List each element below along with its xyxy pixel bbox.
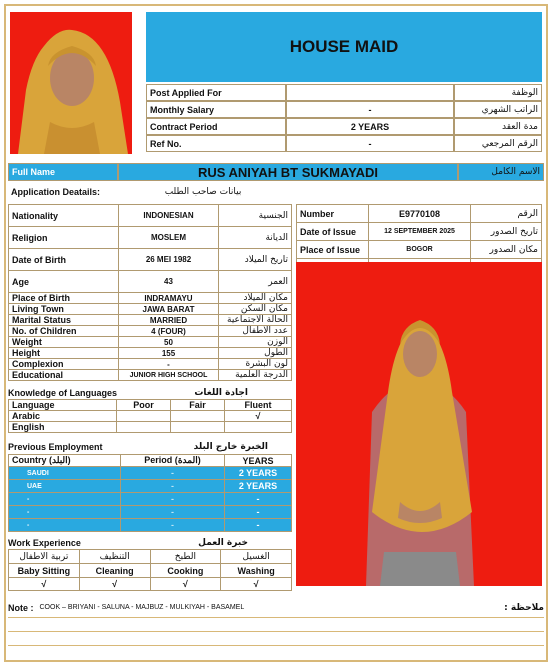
full-body-photo bbox=[296, 262, 542, 586]
emp-years: 2 YEARS bbox=[225, 480, 292, 493]
note-label: Note : bbox=[8, 602, 34, 613]
application-label-ar: بيانات صاحب الطلب bbox=[164, 186, 242, 197]
full-name-row bbox=[8, 163, 544, 181]
personal-value: 43 bbox=[119, 271, 219, 293]
personal-label: Complexion bbox=[9, 359, 119, 370]
personal-row bbox=[9, 348, 292, 359]
work-title-row bbox=[8, 537, 292, 549]
personal-row bbox=[9, 304, 292, 315]
personal-label: Educational bbox=[9, 370, 119, 381]
personal-value: 4 (FOUR) bbox=[119, 326, 219, 337]
header-table bbox=[146, 84, 542, 152]
lang-english-fluent bbox=[225, 422, 292, 433]
application-label: Application Deatails: bbox=[11, 186, 101, 197]
post-value bbox=[286, 84, 454, 101]
work-item-label: Washing bbox=[221, 564, 292, 578]
personal-label: Marital Status bbox=[9, 315, 119, 326]
personal-label-ar: عدد الأطفال bbox=[219, 326, 292, 337]
personal-value: - bbox=[119, 359, 219, 370]
employment-row bbox=[9, 493, 292, 506]
work-table bbox=[8, 549, 292, 591]
passport-label: Date of Issue bbox=[297, 223, 369, 241]
emp-header-country: Country (البلد) bbox=[9, 455, 121, 467]
emp-period: - bbox=[121, 519, 225, 532]
work-title-ar: خبرة العمل bbox=[198, 538, 248, 548]
personal-value: MARRIED bbox=[119, 315, 219, 326]
lang-header-fair: Fair bbox=[171, 400, 225, 411]
passport-row bbox=[297, 205, 542, 223]
personal-value: 26 MEI 1982 bbox=[119, 249, 219, 271]
personal-label-ar: الدرجة العلمية bbox=[219, 370, 292, 381]
work-title: Work Experience bbox=[8, 538, 81, 548]
emp-header-period: Period (المدة) bbox=[121, 455, 225, 467]
emp-period: - bbox=[121, 467, 225, 480]
personal-value: 155 bbox=[119, 348, 219, 359]
employment-row bbox=[9, 506, 292, 519]
personal-row bbox=[9, 227, 292, 249]
employment-title: Previous Employment bbox=[8, 441, 103, 452]
passport-value: 12 SEPTEMBER 2025 bbox=[369, 223, 471, 241]
emp-years: - bbox=[225, 519, 292, 532]
personal-table bbox=[8, 204, 292, 381]
personal-label: Weight bbox=[9, 337, 119, 348]
work-item-label: Baby Sitting bbox=[9, 564, 80, 578]
personal-label-ar: لون البشرة bbox=[219, 359, 292, 370]
work-item-check: √ bbox=[221, 578, 292, 591]
employment-title-ar: الخبرة خارج البلد bbox=[193, 441, 268, 452]
personal-label: Height bbox=[9, 348, 119, 359]
personal-row bbox=[9, 249, 292, 271]
personal-label: Nationality bbox=[9, 205, 119, 227]
ref-label: Ref No. bbox=[146, 135, 286, 152]
languages-title: Knowledge of Languages bbox=[8, 387, 118, 398]
emp-country: UAE bbox=[9, 480, 121, 493]
personal-label-ar: تاريخ الميلاد bbox=[219, 249, 292, 271]
note-line bbox=[8, 632, 544, 646]
lang-arabic-fair bbox=[171, 411, 225, 422]
personal-label-ar: الطول bbox=[219, 348, 292, 359]
lang-header-poor: Poor bbox=[117, 400, 171, 411]
emp-header-years: YEARS bbox=[225, 455, 292, 467]
personal-row bbox=[9, 271, 292, 293]
emp-country: - bbox=[9, 506, 121, 519]
passport-label: Number bbox=[297, 205, 369, 223]
personal-label: Date of Birth bbox=[9, 249, 119, 271]
work-item-check: √ bbox=[79, 578, 150, 591]
emp-period: - bbox=[121, 506, 225, 519]
personal-label: Age bbox=[9, 271, 119, 293]
note-label-ar: ملاحظة : bbox=[504, 602, 544, 613]
employment-row bbox=[9, 480, 292, 493]
ref-value: - bbox=[286, 135, 454, 152]
lang-row-arabic: Arabic bbox=[9, 411, 117, 422]
personal-label: No. of Children bbox=[9, 326, 119, 337]
note-line bbox=[8, 618, 544, 632]
emp-country: - bbox=[9, 493, 121, 506]
portrait-photo-small bbox=[10, 12, 132, 154]
emp-years: - bbox=[225, 493, 292, 506]
work-item-ar: التنظيف bbox=[79, 550, 150, 564]
work-item-ar: تربية الاطفال bbox=[9, 550, 80, 564]
title-banner bbox=[146, 12, 542, 82]
personal-label-ar: الحالة الاجتماعية bbox=[219, 315, 292, 326]
lang-row-english: English bbox=[9, 422, 117, 433]
employment-table bbox=[8, 454, 292, 532]
passport-label-ar: الرقم bbox=[471, 205, 542, 223]
salary-label: Monthly Salary bbox=[146, 101, 286, 118]
post-label: Post Applied For bbox=[146, 84, 286, 101]
lang-header-language: Language bbox=[9, 400, 117, 411]
emp-period: - bbox=[121, 493, 225, 506]
work-item-check: √ bbox=[9, 578, 80, 591]
passport-row bbox=[297, 241, 542, 259]
passport-label-ar: مكان الصدور bbox=[471, 241, 542, 259]
passport-label: Place of Issue bbox=[297, 241, 369, 259]
personal-value: INDONESIAN bbox=[119, 205, 219, 227]
lang-arabic-fluent: √ bbox=[225, 411, 292, 422]
work-item-ar: الغسيل bbox=[221, 550, 292, 564]
personal-label-ar: الجنسية bbox=[219, 205, 292, 227]
personal-value: MOSLEM bbox=[119, 227, 219, 249]
personal-label-ar: العمر bbox=[219, 271, 292, 293]
languages-title-ar: اجادة اللغات bbox=[194, 387, 248, 398]
emp-country: - bbox=[9, 519, 121, 532]
note-value: COOK – BRIYANI - SALUNA - MAJBUZ - MULKIYAH - BASAMEL bbox=[39, 604, 245, 611]
page-title: HOUSE MAID bbox=[289, 37, 399, 56]
salary-label-ar: الراتب الشهري bbox=[454, 101, 542, 118]
personal-label-ar: الديانة bbox=[219, 227, 292, 249]
emp-country: SAUDI bbox=[9, 467, 121, 480]
personal-row bbox=[9, 326, 292, 337]
full-name-label: Full Name bbox=[8, 163, 118, 181]
personal-row bbox=[9, 359, 292, 370]
languages-title-row bbox=[8, 386, 292, 399]
note-area bbox=[8, 598, 544, 658]
personal-label: Religion bbox=[9, 227, 119, 249]
personal-label-ar: مكان السكن bbox=[219, 304, 292, 315]
work-item-check: √ bbox=[150, 578, 221, 591]
emp-years: 2 YEARS bbox=[225, 467, 292, 480]
employment-title-row bbox=[8, 440, 292, 453]
languages-table bbox=[8, 399, 292, 433]
application-row bbox=[8, 183, 292, 200]
lang-arabic-poor bbox=[117, 411, 171, 422]
contract-label: Contract Period bbox=[146, 118, 286, 135]
personal-value: 50 bbox=[119, 337, 219, 348]
post-label-ar: الوظفة bbox=[454, 84, 542, 101]
employment-row bbox=[9, 519, 292, 532]
personal-value: JUNIOR HIGH SCHOOL bbox=[119, 370, 219, 381]
lang-english-poor bbox=[117, 422, 171, 433]
emp-period: - bbox=[121, 480, 225, 493]
passport-row bbox=[297, 223, 542, 241]
employment-row bbox=[9, 467, 292, 480]
passport-value: BOGOR bbox=[369, 241, 471, 259]
work-item-label: Cooking bbox=[150, 564, 221, 578]
personal-value: INDRAMAYU bbox=[119, 293, 219, 304]
full-name-value: RUS ANIYAH BT SUKMAYADI bbox=[118, 163, 458, 181]
lang-header-fluent: Fluent bbox=[225, 400, 292, 411]
contract-value: 2 YEARS bbox=[286, 118, 454, 135]
contract-label-ar: مدة العقد bbox=[454, 118, 542, 135]
salary-value: - bbox=[286, 101, 454, 118]
full-name-label-ar: الاسم الكامل bbox=[458, 163, 544, 181]
personal-row bbox=[9, 337, 292, 348]
personal-row bbox=[9, 315, 292, 326]
personal-row bbox=[9, 293, 292, 304]
ref-label-ar: الرقم المرجعي bbox=[454, 135, 542, 152]
work-item-label: Cleaning bbox=[79, 564, 150, 578]
personal-label: Place of Birth bbox=[9, 293, 119, 304]
personal-label-ar: مكان الميلاد bbox=[219, 293, 292, 304]
passport-value: E9770108 bbox=[369, 205, 471, 223]
emp-years: - bbox=[225, 506, 292, 519]
personal-label-ar: الوزن bbox=[219, 337, 292, 348]
personal-row bbox=[9, 205, 292, 227]
lang-english-fair bbox=[171, 422, 225, 433]
personal-row bbox=[9, 370, 292, 381]
personal-value: JAWA BARAT bbox=[119, 304, 219, 315]
work-item-ar: الطبخ bbox=[150, 550, 221, 564]
passport-label-ar: تاريخ الصدور bbox=[471, 223, 542, 241]
personal-label: Living Town bbox=[9, 304, 119, 315]
